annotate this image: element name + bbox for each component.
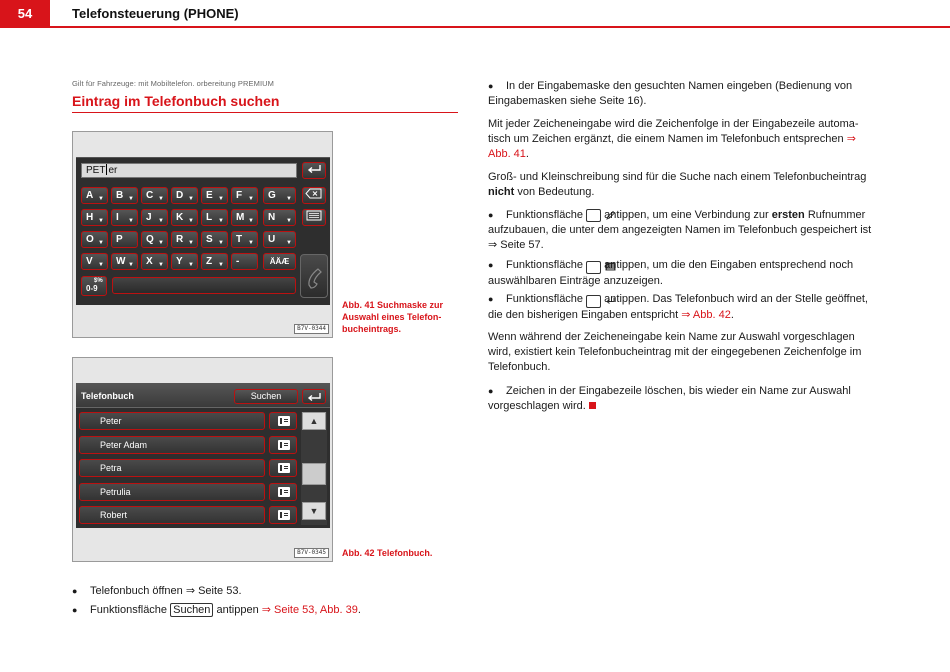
variant-caret-icon: ▼ [286,196,292,202]
key-label: K [176,212,184,223]
paragraph-text: Funktionsfläche [90,604,168,616]
emphasis: ersten [771,209,805,221]
phonebook-header [76,384,330,408]
key-label: Q [146,234,154,245]
variant-caret-icon: ▼ [218,262,224,268]
suchen-label-box: Suchen [170,603,213,617]
key-0-4[interactable] [201,187,228,204]
key-2-6[interactable] [263,231,296,248]
paragraph [488,117,880,162]
search-button[interactable]: Suchen [234,389,298,404]
key-label: Z [206,256,213,267]
phonebook-entry[interactable]: Peter Adam [79,436,265,454]
numbers-key[interactable] [81,276,107,296]
list-icon [306,210,322,221]
search-input[interactable] [81,163,297,178]
figure-code: B7V-0345 [294,548,329,558]
variant-caret-icon: ▼ [188,196,194,202]
phonebook-title: Telefonbuch [81,391,134,401]
bullet-icon: ● [488,210,494,220]
variant-caret-icon: ▼ [286,240,292,246]
paragraph: Wenn während der Zeicheneingabe kein Name zur Auswahl vorgeschlagen wird, existiert kein Telefonbucheintrag mit der eingegebenen Zeichenfolge im Telefonbuch. [488,331,862,373]
figure-phonebook [72,357,333,562]
paragraph-text: Funktionsfläche [506,259,584,271]
paragraph [488,292,880,323]
link-seite-53[interactable]: ⇒ Seite 53, Abb. 39 [261,604,358,616]
variant-caret-icon: ▼ [98,262,104,268]
key-label: F [236,190,243,201]
key-3-5[interactable] [231,253,258,270]
paragraph-text: Zeichen in der Eingabezeile löschen, bis wieder ein Name zur Auswahl vorgeschlagen wird. [488,385,851,412]
figure-caption-41: Abb. 41 Suchmaske zur Auswahl eines Telefon-bucheintrags. [342,300,444,334]
key-label: X [146,256,153,267]
key-label: E [206,190,213,201]
paragraph-text: antippen. Das Telefonbuch wird an der Stelle geöffnet, die den bisherigen Eingaben entspricht [488,293,868,321]
key-label: B [116,190,124,201]
page-number: 54 [0,0,50,28]
key-1-2[interactable] [141,209,168,226]
bullet-icon: ● [488,386,494,396]
phonebook-entry[interactable]: Robert [79,506,265,524]
key-3-0[interactable] [81,253,108,270]
paragraph [488,384,880,414]
contact-card-icon [278,510,290,520]
variant-caret-icon: ▼ [158,218,164,224]
chapter-title: Telefonsteuerung (PHONE) [72,6,239,21]
key-label: C [146,190,154,201]
key-1-4[interactable] [201,209,228,226]
key-2-1[interactable] [111,231,138,248]
variant-caret-icon: ▼ [188,262,194,268]
key-label: R [176,234,184,245]
paragraph-text: Telefonbuch öffnen ⇒ Seite 53. [90,585,242,597]
key-0-6[interactable] [263,187,296,204]
key-label: I [116,212,119,223]
variant-caret-icon: ▼ [286,218,292,224]
key-label: N [268,212,276,223]
key-label: H [86,212,94,223]
key-label: V [86,256,93,267]
contact-details-button[interactable] [269,506,297,524]
numbers-key-label: 0-9 [86,284,98,293]
key-0-2[interactable] [141,187,168,204]
paragraph: In der Eingabemaske den gesuchten Namen eingeben (Bedienung von Eingabemasken siehe Seite 16). [488,80,853,107]
paragraph-text: von Bedeutung. [517,186,595,198]
key-3-4[interactable] [201,253,228,270]
paragraph-text: antippen, um eine Verbindung zur [604,209,769,221]
section-title: Eintrag im Telefonbuch suchen [72,93,280,109]
paragraph-end: . [357,604,361,616]
variant-caret-icon: ▼ [128,196,134,202]
key-label: - [236,256,240,267]
backspace-icon [305,188,323,199]
link-abb-42[interactable]: ⇒ Abb. 42 [681,309,731,321]
paragraph-text: Groß- und Kleinschreibung sind für die Suche nach einem Telefonbucheintrag [488,171,867,183]
down-triangle-icon: ▼ [309,506,319,516]
paragraph [90,603,361,618]
contact-details-button[interactable] [269,483,297,501]
variant-caret-icon: ▼ [218,240,224,246]
key-label: M [236,212,245,223]
phonebook-entry[interactable]: Peter [79,412,265,430]
variant-caret-icon: ▼ [248,240,254,246]
variant-caret-icon: ▼ [128,218,134,224]
scroll-up-button[interactable] [302,412,326,430]
figure-code: B7V-0344 [294,324,329,334]
numbers-key-sup: $% [94,278,103,284]
contact-details-button[interactable] [269,436,297,454]
key-label: S [206,234,213,245]
input-typed-text: PET [86,165,106,176]
paragraph [488,258,880,289]
bullet-icon: ● [488,260,494,270]
figure-search-mask [72,131,333,338]
key-label: J [146,212,152,223]
scrollbar-thumb[interactable] [302,463,326,485]
figure-caption-42: Abb. 42 Telefonbuch. [342,548,433,558]
paragraph-text: antippen [216,604,259,616]
paragraph-text: Mit jeder Zeicheneingabe wird die Zeichenfolge in der Eingabezeile automa-tisch um Zeichen ergänzt, die einem Namen im Telefonbuch entsprechen [488,118,859,145]
variant-caret-icon: ▼ [248,218,254,224]
variant-caret-icon: ▼ [158,262,164,268]
variant-caret-icon: ▼ [98,196,104,202]
contact-details-button[interactable] [269,412,297,430]
list-icon [586,261,601,274]
key-label: A [86,190,94,201]
contact-card-icon [278,463,290,473]
variant-caret-icon: ▼ [98,240,104,246]
back-arrow-icon [586,295,601,308]
key-3-3[interactable] [171,253,198,270]
variant-caret-icon: ▼ [188,218,194,224]
applies-to-note: Gilt für Fahrzeuge: mit Mobiltelefon. orbereitung PREMIUM [72,79,275,88]
section-rule [72,112,458,113]
variant-caret-icon: ▼ [248,196,254,202]
key-2-5[interactable] [231,231,258,248]
key-label: O [86,234,94,245]
paragraph-text: Funktionsfläche [506,293,584,305]
phonebook-entry[interactable]: Petra [79,459,265,477]
bullet-icon: ● [488,294,494,304]
input-completion-text: er [108,165,118,176]
key-1-5[interactable] [231,209,258,226]
key-3-2[interactable] [141,253,168,270]
key-2-4[interactable] [201,231,228,248]
scroll-down-button[interactable] [302,502,326,520]
key-label: L [206,212,213,223]
back-arrow-icon [303,390,325,403]
phonebook-entry[interactable]: Petrulia [79,483,265,501]
contact-card-icon [278,440,290,450]
back-arrow-icon [306,163,322,173]
key-0-1[interactable] [111,187,138,204]
phonebook-screen [76,383,330,528]
key-2-2[interactable] [141,231,168,248]
space-key[interactable] [112,277,296,294]
key-1-3[interactable] [171,209,198,226]
bullet-icon: ● [72,586,78,596]
key-2-3[interactable] [171,231,198,248]
key-3-1[interactable] [111,253,138,270]
emphasis: nicht [488,186,515,198]
dial-button[interactable] [300,254,328,298]
key-3-6[interactable] [263,253,296,270]
key-label: D [176,190,184,201]
variant-caret-icon: ▼ [158,196,164,202]
back-button[interactable] [302,389,326,404]
back-button[interactable] [302,162,326,179]
link-abb-41[interactable]: ⇒ Abb. 41 [488,133,856,160]
key-label: G [268,190,276,201]
key-0-3[interactable] [171,187,198,204]
keyboard-screen [76,157,330,305]
key-0-0[interactable] [81,187,108,204]
bullet-icon: ● [72,605,78,615]
bullet-icon: ● [488,81,494,91]
variant-caret-icon: ▼ [188,240,194,246]
key-0-5[interactable] [231,187,258,204]
key-label: P [116,234,123,245]
list-button[interactable] [302,209,326,226]
key-1-6[interactable] [263,209,296,226]
contact-card-icon [278,416,290,426]
paragraph-text: Rufnummer aufzubauen, die unter dem angezeigten Namen im Telefonbuch gespeichert ist ⇒ Seite 57. [488,209,872,251]
key-label: W [116,256,126,267]
pencil-icon [586,209,601,222]
contact-details-button[interactable] [269,459,297,477]
paragraph-text: Funktionsfläche [506,209,584,221]
key-1-0[interactable] [81,209,108,226]
paragraph-end: . [525,148,529,160]
key-label: U [268,234,276,245]
variant-caret-icon: ▼ [98,218,104,224]
paragraph-end: . [730,309,734,321]
variant-caret-icon: ▼ [158,240,164,246]
key-label: T [236,234,243,245]
handset-icon [301,255,329,299]
key-label: ÄÄÆ [269,257,290,266]
variant-caret-icon: ▼ [128,262,134,268]
paragraph [488,208,880,253]
key-1-1[interactable] [111,209,138,226]
up-triangle-icon: ▲ [309,416,319,426]
contact-card-icon [278,487,290,497]
delete-char-button[interactable] [302,187,326,204]
variant-caret-icon: ▼ [218,218,224,224]
paragraph [488,170,880,200]
end-marker-icon [589,402,596,409]
key-label: Y [176,256,183,267]
paragraph-text: antippen, um die den Eingaben entsprechend noch auswählbaren Einträge anzuzeigen. [488,259,854,287]
variant-caret-icon: ▼ [218,196,224,202]
key-2-0[interactable] [81,231,108,248]
